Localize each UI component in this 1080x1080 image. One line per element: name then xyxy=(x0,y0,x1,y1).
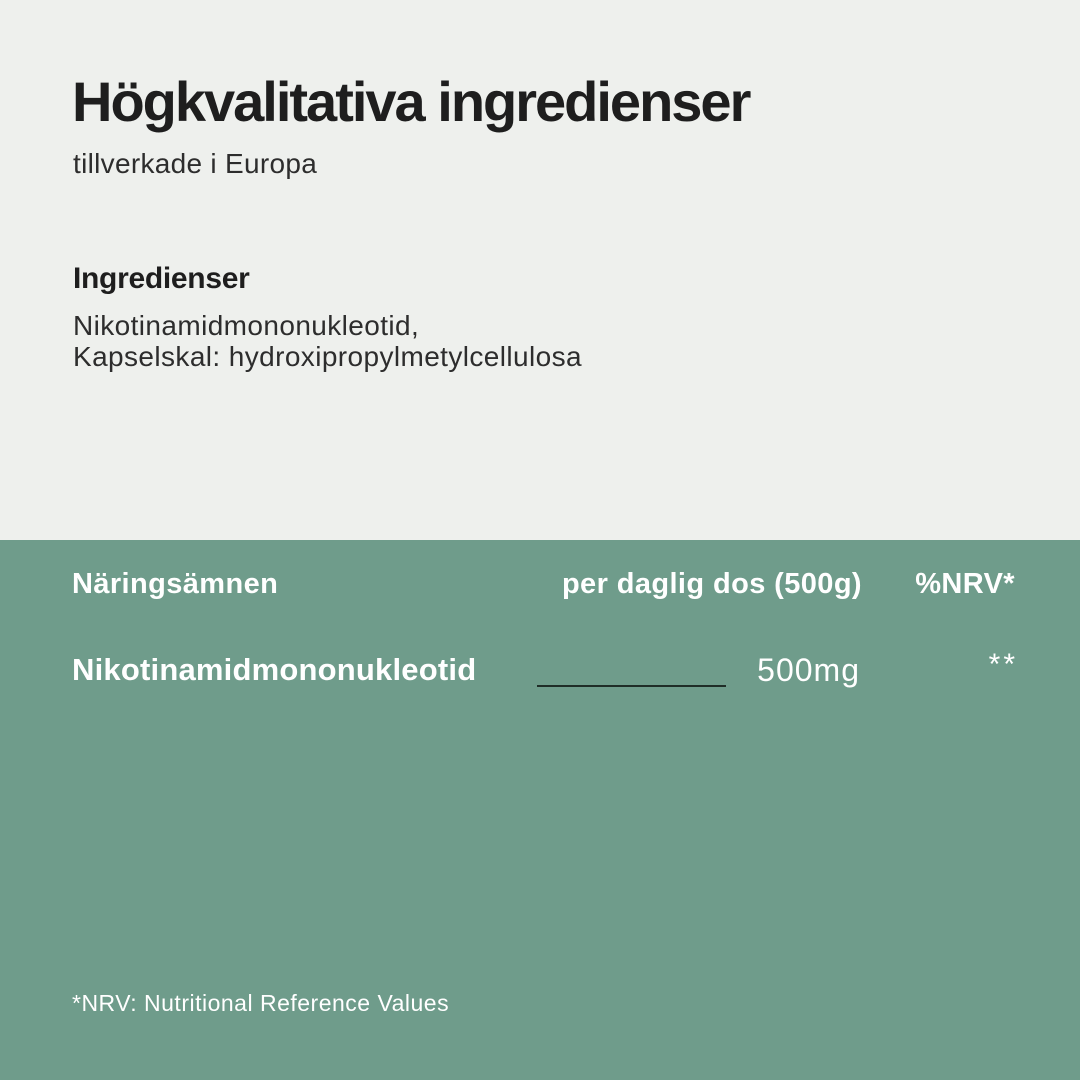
ingredients-heading: Ingredienser xyxy=(73,262,250,295)
ingredients-line-2: Kapselskal: hydroxipropylmetylcellulosa xyxy=(73,341,582,372)
row-amount: 500mg xyxy=(757,652,860,688)
column-header-nrv: %NRV* xyxy=(915,568,1015,600)
row-nrv-value: ** xyxy=(988,648,1018,681)
nrv-footnote: *NRV: Nutritional Reference Values xyxy=(72,990,450,1016)
page-title: Högkvalitativa ingredienser xyxy=(72,70,750,133)
page-subtitle: tillverkade i Europa xyxy=(73,148,318,179)
ingredients-list xyxy=(73,310,582,372)
column-header-nutrient: Näringsämnen xyxy=(72,568,279,600)
nutrition-panel xyxy=(0,540,1080,1080)
row-nutrient-name: Nikotinamidmononukleotid xyxy=(72,652,477,687)
ingredients-line-1: Nikotinamidmononukleotid, xyxy=(73,310,420,341)
row-underline xyxy=(537,685,726,687)
column-header-per-dose: per daglig dos (500g) xyxy=(561,568,862,600)
